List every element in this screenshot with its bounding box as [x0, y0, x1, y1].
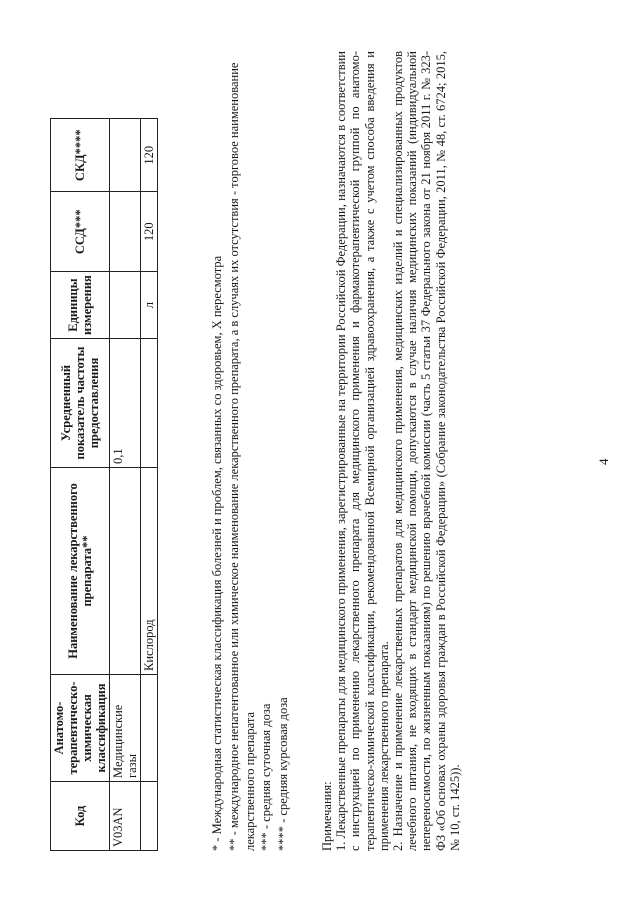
- cell-empty: [141, 782, 158, 851]
- cell-empty: [110, 192, 141, 272]
- footnote-icd: * - Международная статистическая классификация болезней и проблем, связанных со здоровьем, X пересмотра: [210, 255, 224, 851]
- header-ssd: ССД***: [51, 192, 110, 272]
- cell-empty: [141, 339, 158, 468]
- page-number: 4: [596, 458, 611, 465]
- cell-empty: [141, 675, 158, 782]
- footnote-skd: **** - средняя курсовая доза: [276, 697, 290, 851]
- header-atc: Анатомо-терапевтическо-химическая классификация: [51, 675, 110, 782]
- table-header-row: [51, 119, 110, 851]
- footnote-ssd: *** - средняя суточная доза: [259, 703, 273, 851]
- cell-empty: [110, 119, 141, 192]
- cell-code: V03AN: [110, 782, 141, 851]
- header-unit: Единицы измерения: [51, 272, 110, 339]
- cell-atc: Медицинские газы: [110, 675, 141, 782]
- notes-block: [320, 51, 462, 851]
- table-row: [110, 119, 141, 851]
- header-code: Код: [51, 782, 110, 851]
- cell-empty: [110, 468, 141, 675]
- cell-frequency: 0,1: [110, 339, 141, 468]
- cell-ssd: 120: [141, 192, 158, 272]
- medication-table: [50, 118, 158, 851]
- note-item-1: 1. Лекарственные препараты для медицинского применения, зарегистрированные на территории Российской Федерации, назначаются в соответствии с инструкцией по применению лекарственного препарата для медицинского применения и фармакотерапевтической группой по анатомо-терапевтическо-химической классификации, рекомендованной Всемирной организацией здравоохранения, а также с учетом способа введения и применения лекарственного препарата.: [334, 51, 391, 851]
- header-drug-name: Наименование лекарственного препарата**: [51, 468, 110, 675]
- table-row: [141, 119, 158, 851]
- cell-skd: 120: [141, 119, 158, 192]
- cell-drug-name: Кислород: [141, 468, 158, 675]
- note-item-2: 2. Назначение и применение лекарственных препаратов для медицинского применения, медицинских изделий и специализированных продуктов лечебного питания, не входящих в стандарт медицинской помощи, допускаются в случае наличия медицинских показаний (индивидуальной непереносимости, по жизненным показаниям) по решению врачебной комиссии (часть 5 статьи 37 Федерального закона от 21 ноября 2011 г. № 323-ФЗ «Об основах охраны здоровья граждан в Российской Федерации» (Собрание законодательства Российской Федерации, 2011, № 48, ст. 6724; 2015, № 10, ст. 1425)).: [391, 51, 462, 851]
- header-skd: СКД****: [51, 119, 110, 192]
- footnote-inn: ** - международное непатентованное или химическое наименование лекарственного препарата, а в случаях их отсутствия - торговое наименование лекарственного препарата: [227, 62, 257, 851]
- header-frequency: Усредненный показатель частоты предоставления: [51, 339, 110, 468]
- notes-heading: Примечания:: [320, 781, 334, 851]
- cell-empty: [110, 272, 141, 339]
- cell-unit: л: [141, 272, 158, 339]
